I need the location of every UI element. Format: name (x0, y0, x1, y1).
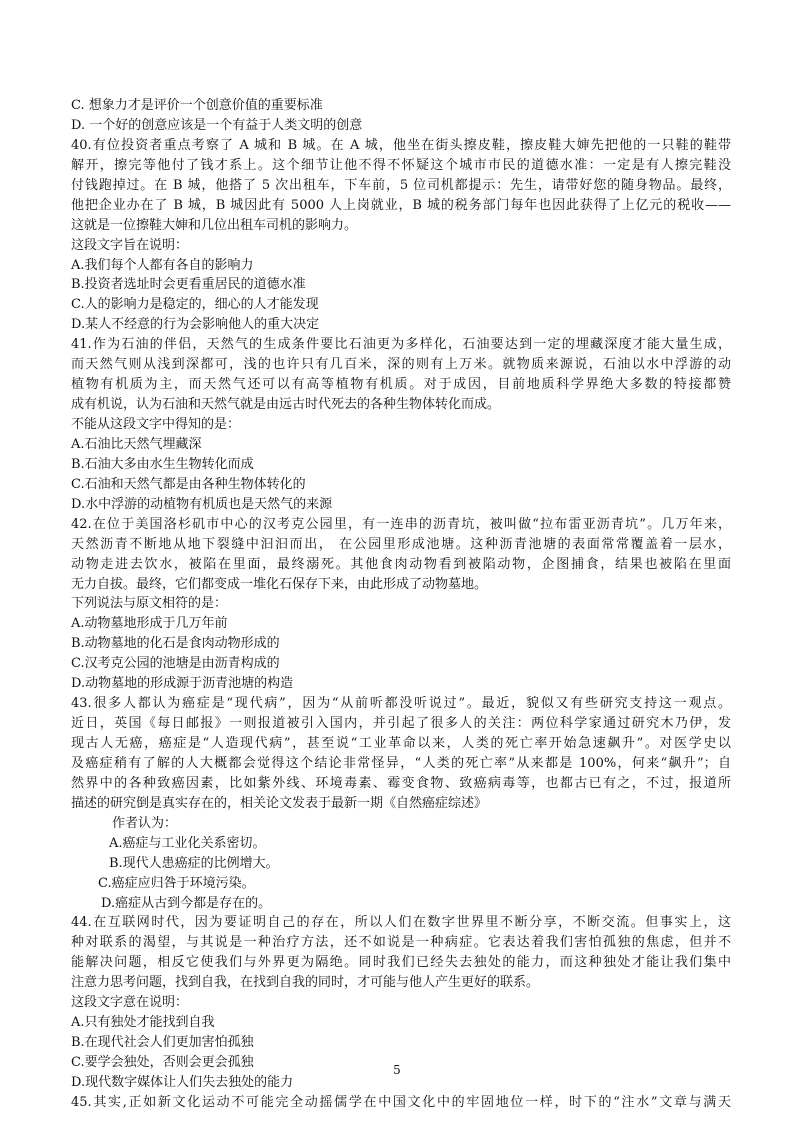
option-a-line: A.石油比天然气埋藏深 (71, 436, 202, 452)
option-c-line: C.人的影响力是稳定的，细心的人才能发现 (71, 297, 319, 313)
option-c-line: C. 想象力才是评价一个创意价值的重要标准 (71, 98, 323, 113)
option-b-line: B.石油大多由水生生物转化而成 (71, 456, 254, 472)
question-42-text: 42.在位于美国洛杉矶市中心的汉考克公园里，有一连串的沥青坑，被叫做“拉布雷亚沥青坑”。几万年来， (71, 516, 731, 532)
question-45-text: 45.其实,正如新文化运动不可能完全动摇儒学在中国文化中的牢固地位一样，时下的“注水”文章与满天 (71, 1094, 731, 1110)
option-b-line: B.投资者选址时会更看重居民的道德水准 (71, 277, 306, 293)
option-b-line: B.在现代社会人们更加害怕孤独 (71, 1035, 254, 1051)
question-43-text: 描述的研究倒是真实存在的，相关论文发表于最新一期《自然癌症综述》 (71, 795, 488, 811)
question-41-text: 41.作为石油的伴侣，天然气的生成条件要比石油更为多样化，石油要达到一定的埋藏深度才能大量生成， (71, 337, 731, 353)
question-41-prompt: 不能从这段文字中得知的是： (71, 417, 241, 432)
question-44-text: 44.在互联网时代，因为要证明自己的存在，所以人们在数字世界里不断分享，不断交流。但事实上，这 (71, 915, 731, 931)
question-40-prompt: 这段文字旨在说明： (71, 237, 189, 253)
option-d-line: D.某人不经意的行为会影响他人的重大决定 (71, 317, 320, 333)
option-b-line: B.现代人患癌症的比例增大。 (109, 855, 279, 871)
option-d-line: D.动物墓地的形成源于沥青池塘的构造 (71, 676, 294, 692)
option-c-line: C.汉考克公园的池塘是由沥青构成的 (71, 656, 280, 672)
option-d-line: D.现代数字媒体让人们失去独处的能力 (71, 1074, 294, 1090)
option-a-line: A.癌症与工业化关系密切。 (109, 835, 266, 851)
question-43-text: 然界中的各种致癌因素，比如紫外线、环境毒素、霉变食物、致癌病毒等，也都古已有之，不过，报道所 (71, 775, 731, 791)
option-c-line: C.癌症应归咎于环境污染。 (98, 875, 255, 891)
question-43-text: 现古人无癌，癌症是“人造现代病”，甚至说“工业革命以来，人类的死亡率开始急速飙升”。对医学史以 (71, 736, 731, 751)
document-body (71, 96, 731, 1113)
question-44-text: 注意力思考问题，找到自我，在找到自我的同时，才可能与他人产生更好的联系。 (71, 975, 540, 991)
question-40-text: 他把企业办在了 B 城，B 城因此有 5000 人上岗就业，B 城的税务部门每年也因此获得了上亿元的税收—— (71, 197, 731, 213)
question-43-text: 及癌症稍有了解的人大概都会觉得这个结论非常怪异，“人类的死亡率”从来都是 100%，何来“飙升”；自 (71, 755, 731, 771)
question-42-text: 天然沥青不断地从地下裂缝中汩汩而出， 在公园里形成池塘。这种沥青池塘的表面常常覆盖着一层水， (71, 536, 731, 552)
question-42-text: 动物走进去饮水，被陷在里面，最终溺死。其他食肉动物看到被陷动物，企图捕食，结果也被陷在里面 (71, 556, 731, 572)
question-44-text: 能解决问题，相反它使我们与外界更为隔绝。同时我们已经失去独处的能力，而这种独处才能让我们集中 (71, 955, 731, 971)
option-b-line: B.动物墓地的化石是食肉动物形成的 (71, 636, 280, 652)
question-44-prompt: 这段文字意在说明： (71, 995, 189, 1011)
page-number: 5 (393, 1063, 401, 1077)
question-40-text: 解开，擦完等他付了钱才系上。这个细节让他不得不怀疑这个城市市民的道德水准：一定是有人擦完鞋没 (71, 157, 731, 173)
question-40-text: 这就是一位擦鞋大婶和几位出租车司机的影响力。 (71, 217, 358, 233)
question-42-prompt: 下列说法与原文相符的是： (71, 596, 228, 612)
question-43-text: 近日，英国《每日邮报》一则报道被引入国内，并引起了很多人的关注：两位科学家通过研究木乃伊，发 (71, 716, 731, 732)
option-a-line: A.动物墓地形成于几万年前 (71, 616, 228, 632)
option-c-line: C.石油和天然气都是由各种生物体转化的 (71, 476, 306, 492)
question-44-text: 种对联系的渴望，与其说是一种治疗方法，还不如说是一种病症。它表达着我们害怕孤独的焦虑，但并不 (71, 935, 731, 951)
question-40-text: 付钱跑掉过。在 B 城，他搭了 5 次出租车，下车前，5 位司机都提示：先生，请带好您的随身物品。最终， (71, 177, 731, 193)
option-a-line: A.我们每个人都有各自的影响力 (71, 257, 254, 273)
question-43-prompt: 作者认为： (112, 815, 178, 831)
question-42-text: 无力自拔。最终，它们都变成一堆化石保存下来，由此形成了动物墓地。 (71, 576, 488, 592)
question-41-text: 成有机说，认为石油和天然气就是由远古时代死去的各种生物体转化而成。 (71, 397, 501, 413)
option-d-line: D.水中浮游的动植物有机质也是天然气的来源 (71, 496, 333, 512)
question-41-text: 而天然气则从浅到深都可，浅的也许只有几百米，深的则有上万米。就物质来源说，石油以水中浮游的动 (71, 357, 731, 373)
question-43-text: 43.很多人都认为癌症是“现代病”，因为“从前听都没听说过”。最近，貌似又有些研究支持这一观点。 (71, 696, 731, 712)
option-d-line: D. 一个好的创意应该是一个有益于人类文明的创意 (71, 117, 363, 133)
option-a-line: A.只有独处才能找到自我 (71, 1015, 215, 1031)
question-41-text: 植物有机质为主，而天然气还可以有高等植物有机质。对于成因，目前地质科学界绝大多数的特接都赞 (71, 377, 731, 393)
question-40-text: 40.有位投资者重点考察了 A 城和 B 城。在 A 城，他坐在街头擦皮鞋，擦皮鞋大婶先把他的一只鞋的鞋带 (71, 137, 731, 153)
option-d-line: D.癌症从古到今都是存在的。 (101, 895, 272, 911)
option-c-line: C.要学会独处，否则会更会孤独 (71, 1055, 254, 1070)
